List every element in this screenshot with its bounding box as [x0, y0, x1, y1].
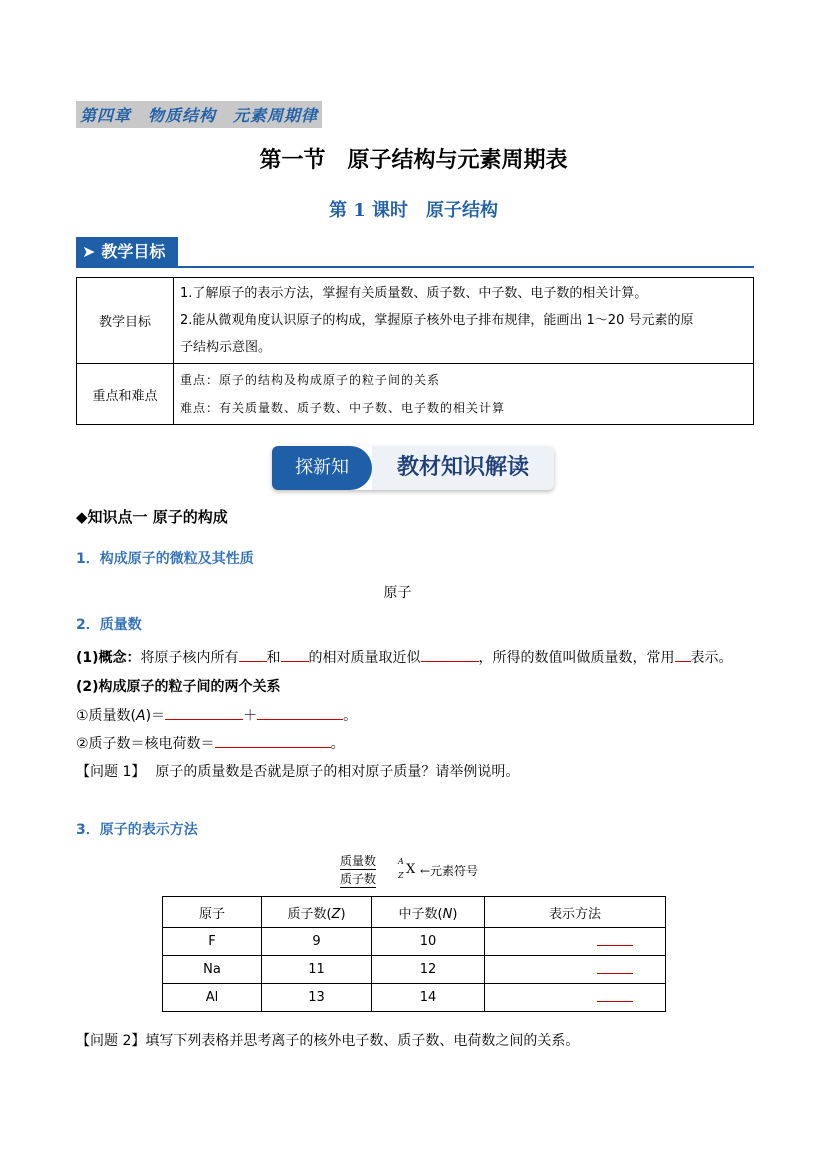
notation-cell[interactable] [485, 928, 666, 956]
blank-field[interactable] [257, 705, 343, 720]
column-header: 原子 [163, 897, 262, 928]
column-header: 中子数(N) [372, 897, 485, 928]
relation-text: )＝ [145, 708, 166, 724]
relation-1 [76, 705, 357, 725]
proton-cell: 13 [262, 984, 372, 1012]
goals-header [76, 237, 178, 267]
chapter-label: 第四章 物质结构 元素周期律 [76, 101, 322, 128]
question-label: 【问题 2】 [76, 1033, 146, 1049]
proton-cell: 9 [262, 928, 372, 956]
atom-cell: Na [163, 956, 262, 984]
notation-cell[interactable] [485, 984, 666, 1012]
relations-title: (2)构成原子的粒子间的两个关系 [76, 679, 281, 695]
relation-text: ②质子数＝核电荷数＝ [76, 736, 215, 752]
subsection-title: 2．质量数 [76, 617, 142, 633]
column-header: 表示方法 [485, 897, 666, 928]
blank-field[interactable] [281, 647, 309, 662]
atoms-table [162, 896, 666, 1012]
difficult-point-line: 难点：有关质量数、质子数、中子数、电子数的相关计算 [180, 401, 506, 415]
neutron-cell: 10 [372, 928, 485, 956]
table-header-row [163, 897, 666, 928]
blank-field[interactable] [239, 647, 267, 662]
blank-field[interactable] [215, 733, 331, 748]
banner-left: 探新知 [272, 446, 372, 490]
table-row [77, 278, 754, 364]
mass-number-label: 质量数 [340, 854, 377, 868]
key-points-label: 重点和难点 [77, 364, 174, 425]
knowledge-point-title: ◆知识点一 原子的构成 [76, 508, 228, 526]
concept-text: 和 [266, 650, 281, 666]
table-row [163, 984, 666, 1012]
subsection-title: 3．原子的表示方法 [76, 822, 198, 838]
goals-row-content [174, 278, 754, 364]
goals-header-label: 教学目标 [101, 242, 166, 261]
relation-text: 。 [330, 736, 345, 752]
neutron-cell: 12 [372, 956, 485, 984]
lesson-title: 第 1 课时 原子结构 [328, 200, 499, 221]
goals-table [76, 277, 754, 425]
question-text: 填写下列表格并思考离子的核外电子数、质子数、电荷数之间的关系。 [145, 1033, 580, 1049]
key-points-content [174, 364, 754, 425]
concept-text: 将原子核内所有 [140, 650, 239, 666]
goal-line: 2.能从微观角度认识原子的构成，掌握原子核外电子排布规律，能画出 1～20 号元素的原 [180, 313, 694, 328]
concept-line [76, 647, 733, 667]
proton-cell: 11 [262, 956, 372, 984]
table-row [163, 956, 666, 984]
blank-field[interactable] [597, 989, 633, 1002]
blank-field[interactable] [165, 705, 243, 720]
concept-label: (1)概念： [76, 650, 141, 666]
concept-text: 的相对质量取近似 [308, 650, 421, 666]
blank-field[interactable] [597, 933, 633, 946]
section-title: 第一节 原子结构与元素周期表 [259, 148, 568, 173]
section-banner [272, 446, 554, 490]
key-point-line: 重点：原子的结构及构成原子的粒子间的关系 [180, 373, 441, 387]
goal-line: 1.了解原子的表示方法，掌握有关质量数、质子数、中子数、电子数的相关计算。 [180, 286, 648, 301]
banner-right: 教材知识解读 [372, 446, 554, 490]
atom-label: 原子 [383, 585, 412, 601]
question-label: 【问题 1】 [76, 764, 146, 780]
notation-cell[interactable] [485, 956, 666, 984]
atom-notation-diagram [340, 852, 500, 888]
relation-text: 。 [343, 708, 358, 724]
blank-field[interactable] [597, 961, 633, 974]
relation-var: A [136, 708, 146, 724]
subsection-title: 1．构成原子的微粒及其性质 [76, 551, 254, 567]
question-1 [76, 761, 519, 781]
relation-2 [76, 733, 345, 753]
element-symbol-label: ←元素符号 [420, 864, 479, 878]
goal-line: 子结构示意图。 [180, 340, 272, 355]
relation-text: ①质量数( [76, 708, 137, 724]
question-2 [76, 1030, 579, 1050]
arrow-right-icon: ➤ [82, 242, 96, 261]
element-symbol: X [406, 862, 416, 877]
atom-cell: Al [163, 984, 262, 1012]
table-row [77, 364, 754, 425]
question-text: 原子的质量数是否就是原子的相对原子质量？请举例说明。 [155, 764, 520, 780]
z-label: Z [398, 871, 404, 880]
proton-number-label: 质子数 [340, 872, 377, 886]
relation-text: ＋ [243, 708, 258, 724]
goals-row-label: 教学目标 [77, 278, 174, 364]
concept-text: ，所得的数值叫做质量数，常用 [478, 650, 675, 666]
column-header: 质子数(Z) [262, 897, 372, 928]
divider [76, 266, 754, 268]
blank-field[interactable] [675, 647, 691, 662]
atom-cell: F [163, 928, 262, 956]
neutron-cell: 14 [372, 984, 485, 1012]
a-label: A [398, 857, 404, 866]
table-row [163, 928, 666, 956]
concept-text: 表示。 [690, 650, 733, 666]
blank-field[interactable] [421, 647, 479, 662]
